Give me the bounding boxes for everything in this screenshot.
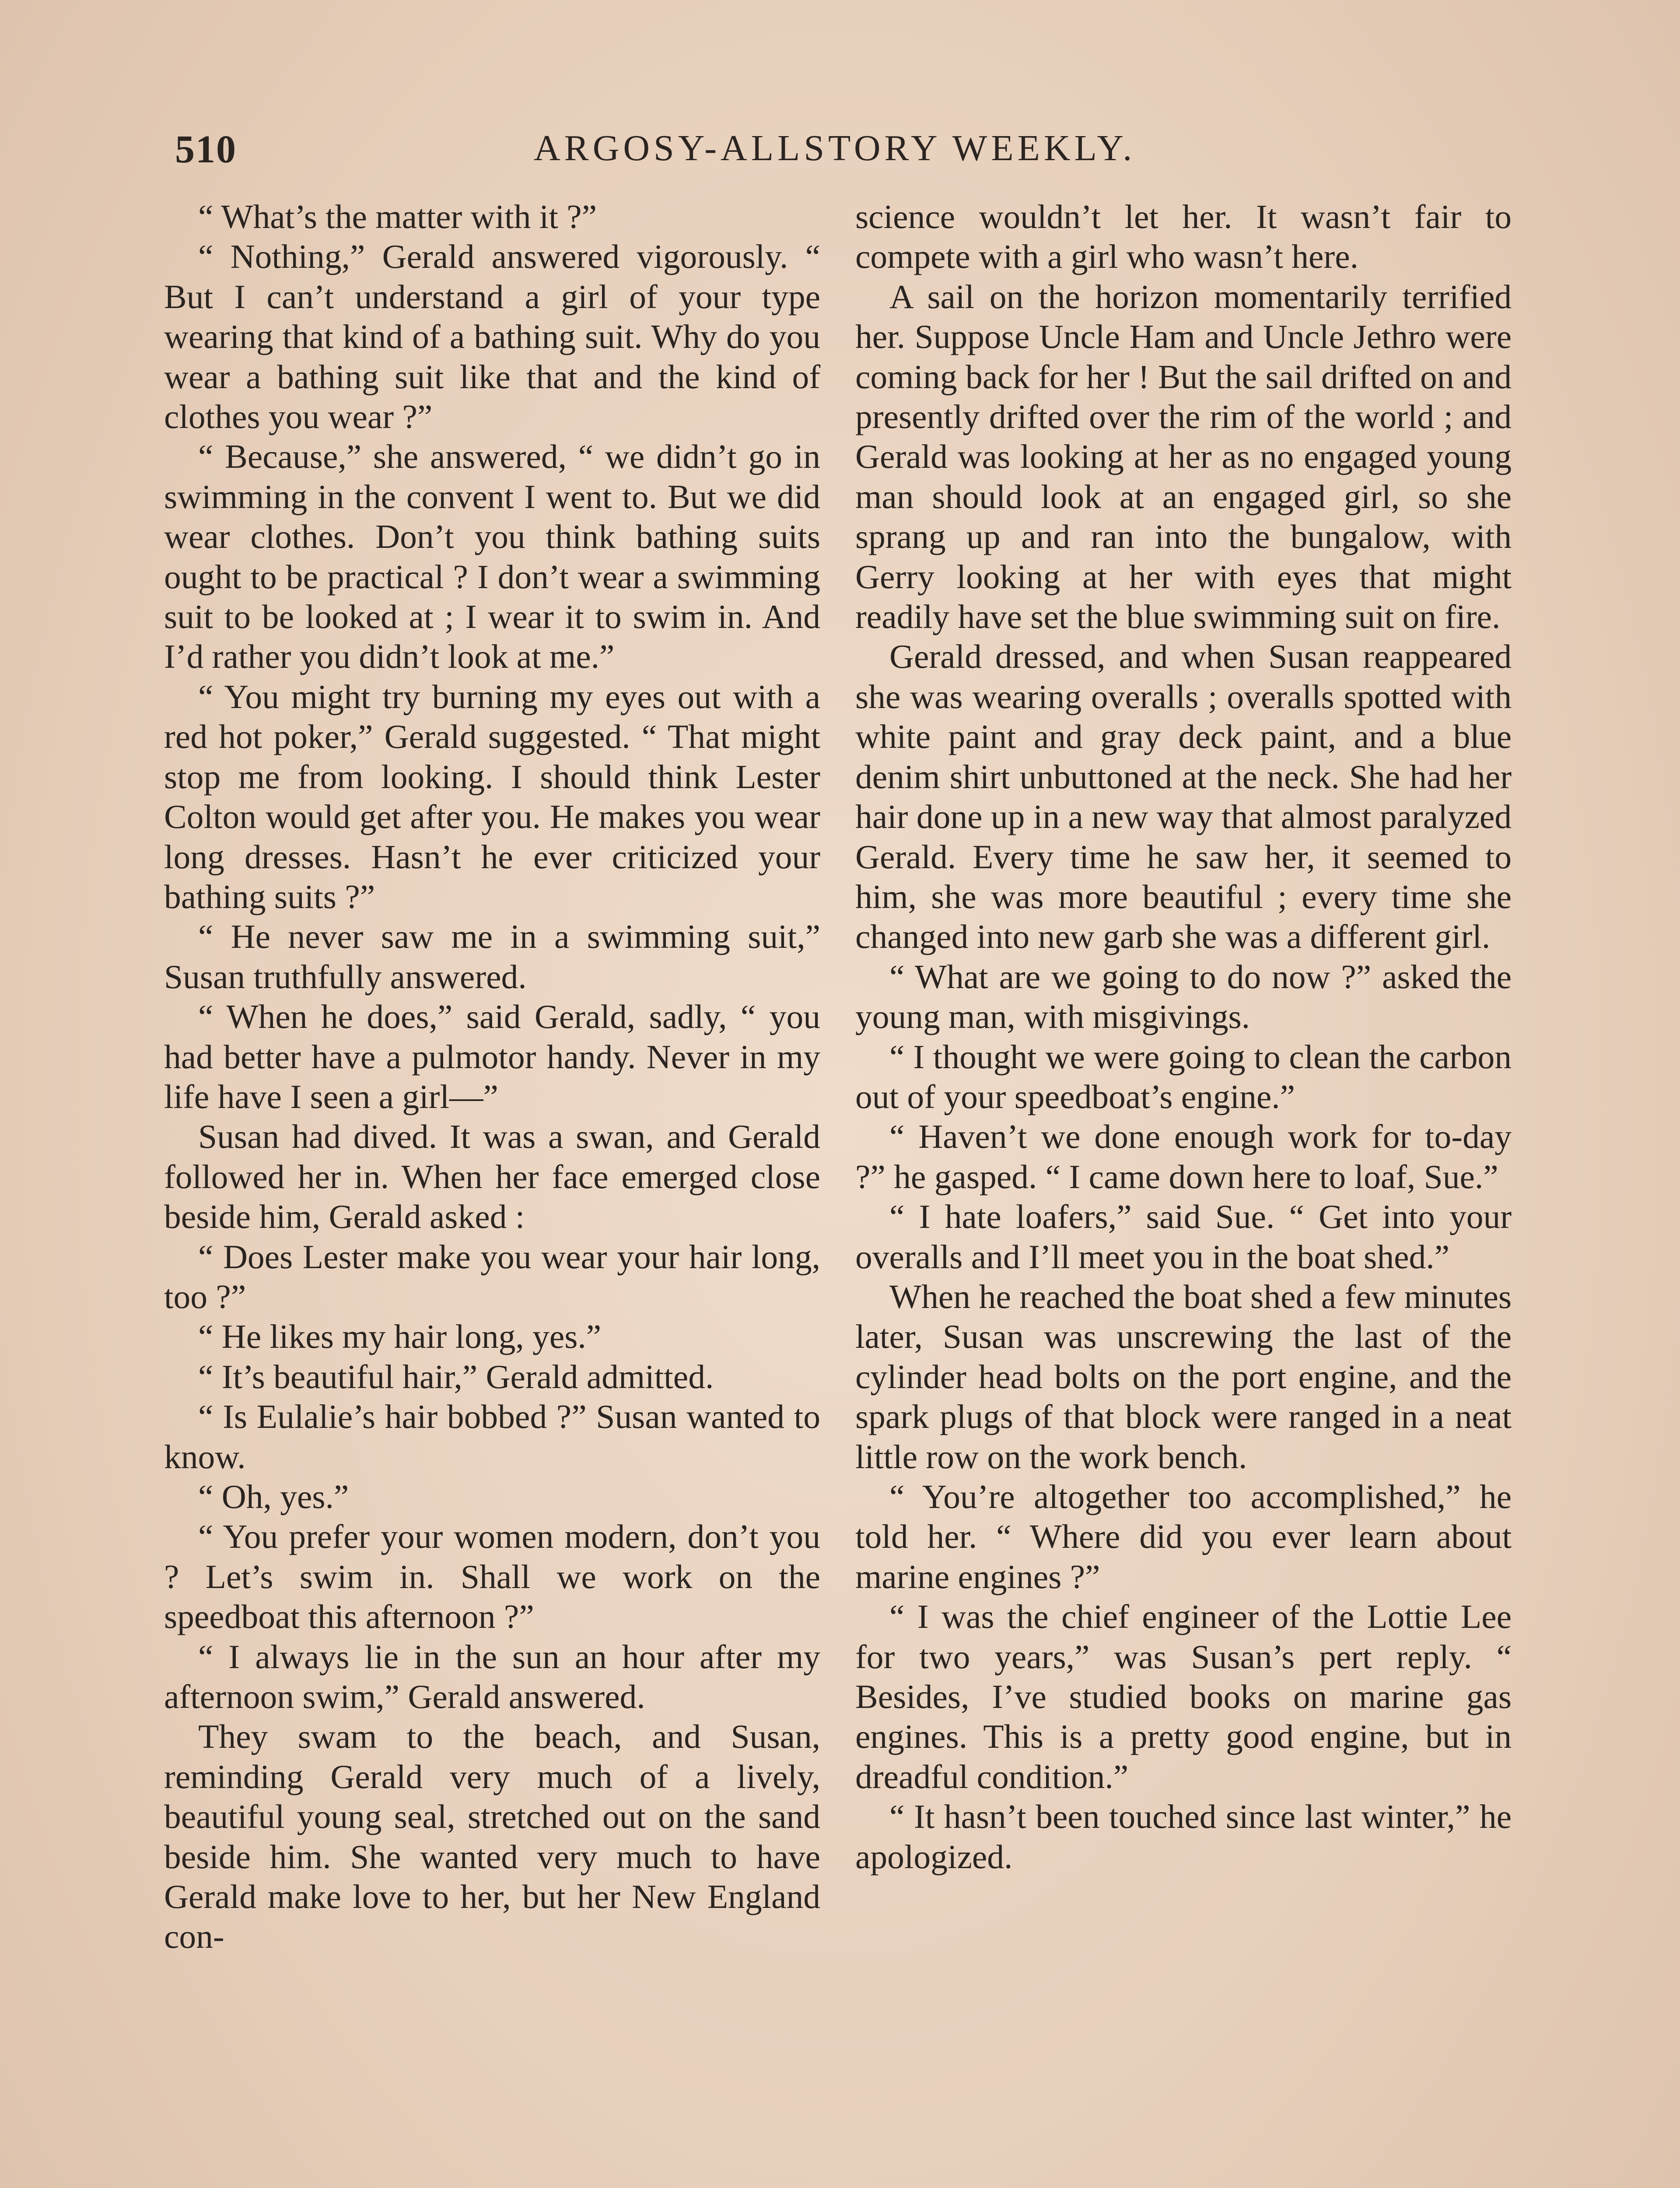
paragraph: “ Does Lester make you wear your hair long, too ?” — [164, 1238, 820, 1315]
paragraph: “ He never saw me in a swimming suit,” Susan truthfully answered. — [164, 918, 820, 996]
running-head: ARGOSY-ALLSTORY WEEKLY. — [534, 128, 1136, 168]
paragraph: “ You might try burning my eyes out with a red hot poker,” Gerald suggested. “ That might stop me from looking. I should think Lester Colton would get after you. He makes you wear long dresses. Hasn’t he ever criticized your bathing suits ?” — [164, 677, 820, 915]
paragraph: “ Nothing,” Gerald answered vigorously. “ But I can’t understand a girl of your type wearing that kind of a bathing suit. Why do you wear a bathing suit like that and the kind of clothes you wear ?” — [164, 238, 820, 436]
paragraph: “ I was the chief engineer of the Lottie Lee for two years,” was Susan’s pert reply. “ Besides, I’ve studied books on marine gas engines. This is a pretty good engine, but in dreadful condition.” — [855, 1598, 1512, 1795]
paragraph: They swam to the beach, and Susan, reminding Gerald very much of a lively, beautiful young seal, stretched out on the sand beside him. She wanted very much to have Gerald make love to her, but her New England con- — [164, 1718, 820, 1956]
paragraph: Susan had dived. It was a swan, and Gerald followed her in. When her face emerged close beside him, Gerald asked : — [164, 1118, 820, 1236]
paragraph: “ You’re altogether too accomplished,” he told her. “ Where did you ever learn about marine engines ?” — [855, 1478, 1512, 1595]
continuation-paragraph: science wouldn’t let her. It wasn’t fair to compete with a girl who wasn’t here. — [855, 198, 1512, 276]
right-column — [855, 197, 1512, 1877]
paragraph: “ I hate loafers,” said Sue. “ Get into your overalls and I’ll meet you in the boat shed.” — [855, 1198, 1512, 1276]
paragraph: “ What are we going to do now ?” asked the young man, with misgivings. — [855, 957, 1512, 1036]
paragraph: “ Haven’t we done enough work for to-day ?” he gasped. “ I came down here to loaf, Sue.” — [855, 1118, 1512, 1196]
paragraph: “ What’s the matter with it ?” — [198, 198, 597, 235]
paragraph: Gerald dressed, and when Susan reappeared she was wearing overalls ; overalls spotted with white paint and gray deck paint, and a blue denim shirt unbuttoned at the neck. She had her hair done up in a new way that almost paralyzed Gerald. Every time he saw her, it seemed to him, she was more beautiful ; every time she changed into new garb she was a different girl. — [855, 638, 1512, 956]
paragraph: “ Because,” she answered, “ we didn’t go in swimming in the convent I went to. But we did wear clothes. Don’t you think bathing suits ought to be practical ? I don’t wear a swimming suit to be looked at ; I wear it to swim in. And I’d rather you didn’t look at me.” — [164, 438, 820, 676]
left-column — [164, 197, 820, 1957]
paragraph: “ He likes my hair long, yes.” — [198, 1318, 602, 1356]
paragraph: “ You prefer your women modern, don’t you ? Let’s swim in. Shall we work on the speedboat this afternoon ?” — [164, 1518, 820, 1636]
paragraph: “ Oh, yes.” — [198, 1478, 349, 1515]
paragraph: “ When he does,” said Gerald, sadly, “ you had better have a pulmotor handy. Never in my life have I seen a girl—” — [164, 998, 820, 1115]
paragraph: “ It’s beautiful hair,” Gerald admitted. — [198, 1357, 714, 1396]
paragraph: “ Is Eulalie’s hair bobbed ?” Susan wanted to know. — [164, 1398, 820, 1476]
page-header — [0, 127, 1680, 179]
paragraph: “ It hasn’t been touched since last winter,” he apologized. — [855, 1798, 1512, 1876]
page-number: 510 — [175, 128, 237, 171]
paragraph: “ I thought we were going to clean the carbon out of your speedboat’s engine.” — [855, 1038, 1512, 1115]
paragraph: When he reached the boat shed a few minutes later, Susan was unscrewing the last of the cylinder head bolts on the port engine, and the spark plugs of that block were ranged in a neat little row on the work bench. — [855, 1277, 1512, 1476]
paragraph: “ I always lie in the sun an hour after my afternoon swim,” Gerald answered. — [164, 1637, 820, 1716]
paragraph: A sail on the horizon momentarily terrified her. Suppose Uncle Ham and Uncle Jethro were coming back for her ! But the sail drifted on and presently drifted over the rim of the world ; and Gerald was looking at her as no engaged young man should look at an engaged girl, so she sprang up and ran into the bungalow, with Gerry looking at her with eyes that might readily have set the blue swimming suit on fire. — [855, 277, 1512, 636]
